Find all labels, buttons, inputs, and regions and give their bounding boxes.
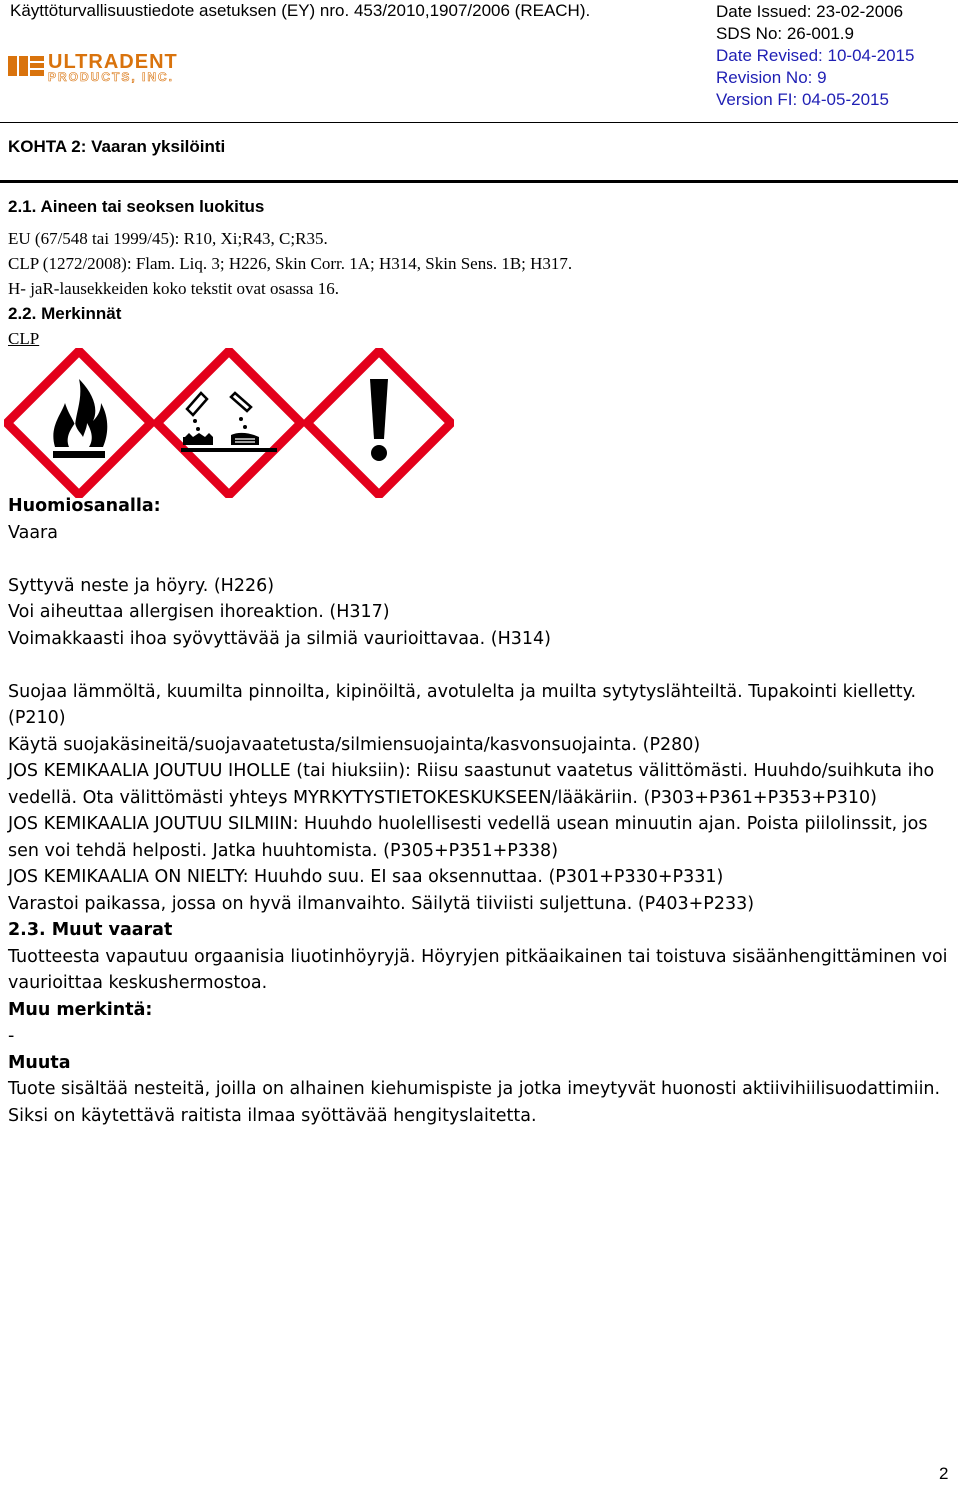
classification-note: H- jaR-lausekkeiden koko tekstit ovat osassa 16. (8, 279, 339, 298)
precaution-line: JOS KEMIKAALIA ON NIELTY: Huuhdo suu. EI saa oksennuttaa. (P301+P330+P331) (8, 867, 724, 887)
date-issued: Date Issued: 23-02-2006 (716, 2, 904, 21)
signal-word-label: Huomiosanalla: (8, 496, 161, 516)
sds-number: SDS No: 26-001.9 (716, 24, 854, 43)
document-header-title: Käyttöturvallisuustiedote asetuksen (EY) nro. 453/2010,1907/2006 (REACH). (10, 1, 591, 20)
hazard-statement: Voimakkaasti ihoa syövyttävää ja silmiä vaurioittavaa. (H314) (8, 628, 551, 649)
document-meta (716, 1, 914, 111)
precaution-line: Suojaa lämmöltä, kuumilta pinnoilta, kipinöiltä, avotulelta ja muilta sytytyslähteiltä. Tupakointi kielletty. (8, 681, 917, 702)
labels-heading-text: 2.2. Merkinnät (8, 304, 122, 323)
exclamation-icon (307, 351, 451, 495)
signal-word-label-line (8, 493, 953, 520)
revision-number: Revision No: 9 (716, 68, 827, 87)
classification-eu: EU (67/548 tai 1999/45): R10, Xi;R43, C;R35. (8, 229, 328, 248)
logo-text-bottom: PRODUCTS, INC. (48, 70, 175, 84)
classification-clp: CLP (1272/2008): Flam. Liq. 3; H226, Skin Corr. 1A; H314, Skin Sens. 1B; H317. (8, 254, 573, 273)
precaution-line: JOS KEMIKAALIA JOUTUU SILMIIN: Huuhdo huolellisesti vedellä usean minuutin ajan. Poista piilolinssit, jos (8, 814, 928, 834)
other-hazards-line: vaurioittaa keskushermostoa. (8, 973, 268, 993)
other-hazards-line: Tuotteesta vapautuu orgaanisia liuotinhöyryjä. Höyryjen pitkäaikainen tai toistuva sisäänhengittäminen voi (8, 946, 948, 967)
page-number: 2 (939, 1464, 949, 1483)
ghs-pictograms (4, 348, 454, 498)
label-elements-body (8, 493, 953, 1129)
section-divider-bottom (0, 180, 958, 183)
hazard-statement: Voi aiheuttaa allergisen ihoreaktion. (H317) (8, 602, 390, 622)
misc-line: Siksi on käytettävä raitista ilmaa syöttävää hengityslaitetta. (8, 1105, 537, 1126)
section-divider-top (0, 122, 958, 123)
precaution-line: Varastoi paikassa, jossa on hyvä ilmanvaihto. Säilytä tiiviisti suljettuna. (P403+P233) (8, 893, 755, 914)
other-labels-value: - (8, 1026, 15, 1046)
logo-text-top: ULTRADENT (48, 51, 178, 73)
logo-mark (8, 56, 44, 76)
corrosion-icon (157, 351, 301, 495)
precaution-line: JOS KEMIKAALIA JOUTUU IHOLLE (tai hiuksiin): Riisu saastunut vaatetus välittömästi. Huuhdo/suihkuta iho (8, 761, 935, 781)
spacer (8, 652, 953, 679)
labels-heading (8, 301, 121, 327)
precaution-line: (P210) (8, 708, 66, 728)
ultradent-logo (8, 48, 208, 84)
date-revised: Date Revised: 10-04-2015 (716, 46, 915, 65)
hazard-statement: Syttyvä neste ja höyry. (H226) (8, 575, 275, 596)
misc-line: Tuote sisältää nesteitä, joilla on alhainen kiehumispiste ja jotka imeytyvät huonosti aktiivihiilisuodattimiin. (8, 1079, 941, 1099)
precaution-line: vedellä. Ota välittömästi yhteys MYRKYTYSTIETOKESKUKSEEN/lääkäriin. (P303+P361+P353+P310) (8, 787, 877, 808)
precaution-line: sen voi tehdä helposti. Jatka huuhtomista. (P305+P351+P338) (8, 840, 559, 861)
classification-heading: 2.1. Aineen tai seoksen luokitus (8, 197, 265, 216)
precaution-line: Käytä suojakäsineitä/suojavaatetusta/silmiensuojainta/kasvonsuojainta. (P280) (8, 734, 701, 755)
section-title: KOHTA 2: Vaaran yksilöinti (8, 137, 226, 156)
labels-subheading: CLP (8, 329, 40, 348)
other-labels-heading: Muu merkintä: (8, 999, 153, 1020)
misc-heading: Muuta (8, 1052, 71, 1073)
other-hazards-heading: 2.3. Muut vaarat (8, 920, 173, 940)
version: Version FI: 04-05-2015 (716, 90, 889, 109)
signal-word: Vaara (8, 522, 58, 543)
flame-icon (7, 351, 151, 495)
spacer (8, 546, 953, 573)
